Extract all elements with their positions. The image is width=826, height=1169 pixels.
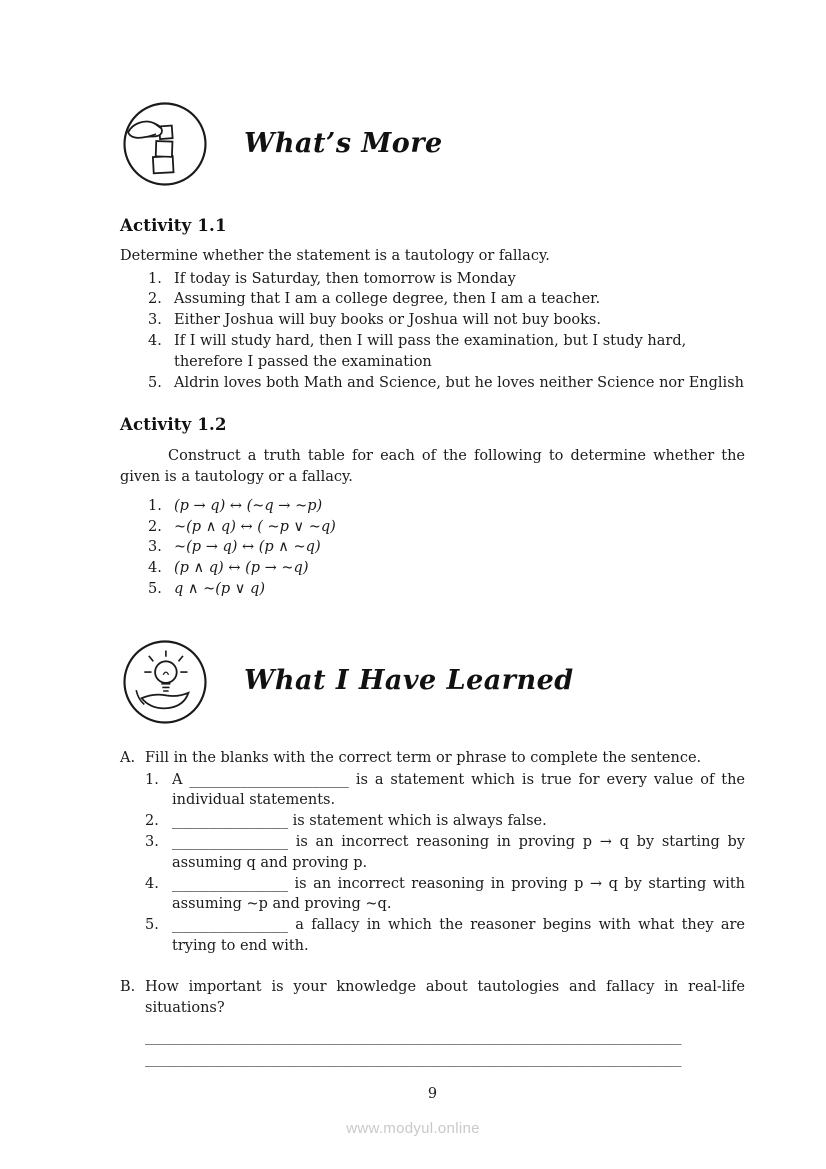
item-number: 1. (145, 771, 159, 788)
what-i-have-learned-heading: What I Have Learned (244, 665, 574, 697)
fill-blank-item (145, 915, 745, 957)
list-item (148, 517, 745, 538)
activity-1-2-list (120, 496, 745, 600)
item-number: 3. (148, 539, 162, 556)
part-b-row (120, 977, 745, 1019)
whats-more-header (120, 98, 745, 190)
formula-text: ~(p ∧ q) ↔ ( ~p ∨ ~q) (174, 518, 336, 535)
item-number: 3. (145, 833, 159, 850)
part-a-label: A. (120, 749, 136, 766)
part-a-text: Fill in the blanks with the correct term or phrase to complete the sentence. (145, 749, 702, 766)
item-number: 2. (148, 291, 162, 308)
item-number: 4. (145, 875, 159, 892)
activity-1-1-title: Activity 1.1 (120, 216, 227, 235)
item-text: If today is Saturday, then tomorrow is Monday (174, 270, 516, 287)
item-number: 2. (145, 813, 159, 830)
list-item (148, 579, 745, 600)
item-number: 3. (148, 312, 162, 329)
list-item (148, 310, 745, 331)
answer-blank-line: __________________________________________________________________________ (145, 1051, 682, 1068)
fill-blank-item (145, 832, 745, 874)
item-number: 1. (148, 270, 162, 287)
item-number: 2. (148, 518, 162, 535)
fill-blank-text: A ______________________ is a statement which is true for every value of the individual statements. (172, 771, 745, 809)
formula-text: q ∧ ~(p ∨ q) (174, 580, 265, 597)
fill-blank-text: ________________ is an incorrect reasoning in proving p → q by starting with assuming ~p and proving ~q. (172, 875, 745, 913)
item-text: Assuming that I am a college degree, then I am a teacher. (174, 291, 601, 308)
part-b-label: B. (120, 978, 136, 995)
what-i-have-learned-header (120, 636, 745, 728)
part-a-list (120, 770, 745, 957)
fill-blank-text: ________________ is statement which is always false. (172, 813, 547, 830)
list-item (148, 496, 745, 517)
fill-blank-item (145, 874, 745, 916)
hand-stacking-blocks-icon (120, 98, 210, 190)
activity-1-1-intro: Determine whether the statement is a tautology or fallacy. (120, 247, 550, 264)
list-item (148, 558, 745, 579)
item-number: 4. (148, 560, 162, 577)
list-item (148, 289, 745, 310)
item-number: 5. (148, 580, 162, 597)
item-number: 5. (145, 917, 159, 934)
activity-1-2-intro: Construct a truth table for each of the following to determine whether the given is a tautology or a fallacy. (120, 448, 745, 485)
list-item (148, 269, 745, 290)
list-item (148, 537, 745, 558)
fill-blank-text: ________________ a fallacy in which the reasoner begins with what they are trying to end with. (172, 917, 745, 954)
list-item (148, 331, 745, 373)
activity-1-2-title: Activity 1.2 (120, 415, 227, 435)
item-number: 5. (148, 374, 162, 391)
lightbulb-in-hand-icon (120, 636, 210, 728)
answer-blank-line: __________________________________________________________________________ (145, 1029, 682, 1046)
part-b-text: How important is your knowledge about tautologies and fallacy in real-life situations? (145, 978, 745, 1016)
part-a-row (120, 748, 745, 769)
watermark: www.modyul.online (346, 1120, 480, 1137)
item-number: 4. (148, 332, 162, 349)
item-text: Either Joshua will buy books or Joshua will not buy books. (174, 312, 601, 329)
item-text: If I will study hard, then I will pass the examination, but I study hard, therefore I passed the examination (174, 332, 687, 370)
activity-1-1-list (120, 269, 745, 394)
formula-text: ~(p → q) ↔ (p ∧ ~q) (174, 539, 321, 556)
item-text: Aldrin loves both Math and Science, but he loves neither Science nor English (174, 374, 744, 391)
fill-blank-text: ________________ is an incorrect reasoning in proving p → q by starting by assuming q and proving p. (172, 833, 745, 871)
formula-text: (p → q) ↔ (~q → ~p) (174, 497, 323, 514)
part-b-answer-lines (120, 1026, 745, 1070)
formula-text: (p ∧ q) ↔ (p → ~q) (174, 560, 309, 577)
fill-blank-item (145, 770, 745, 812)
page-number: 9 (427, 1086, 438, 1103)
list-item (148, 373, 745, 394)
item-number: 1. (148, 497, 162, 514)
fill-blank-item (145, 811, 745, 832)
whats-more-heading: What’s More (244, 127, 443, 159)
